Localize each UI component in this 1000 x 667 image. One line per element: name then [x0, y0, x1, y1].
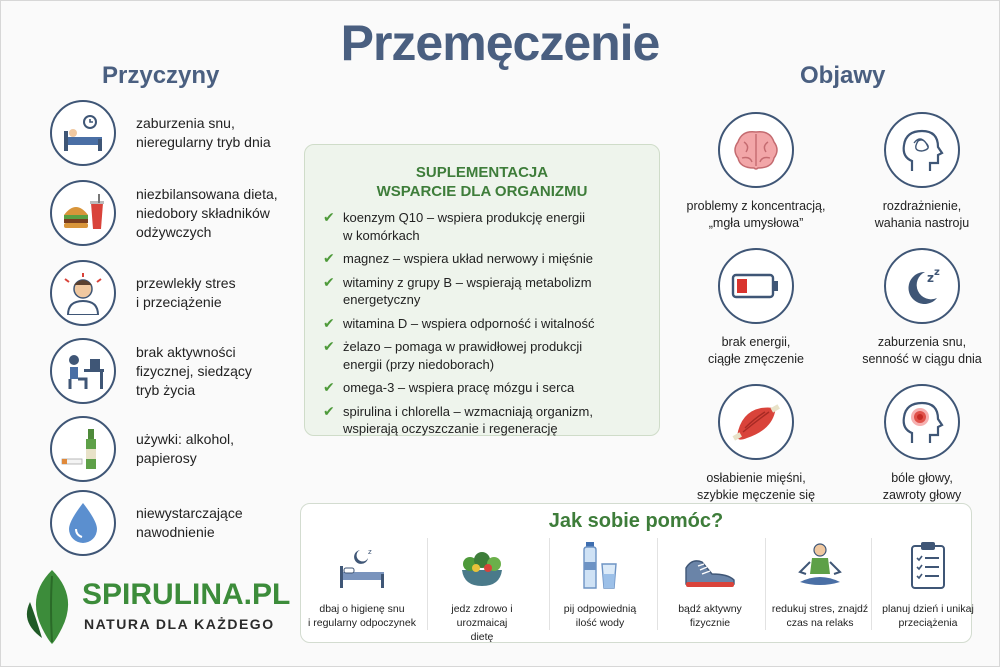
brand-tagline: NATURA DLA KAŻDEGO	[84, 616, 275, 632]
cause-item-stimulants	[50, 414, 300, 484]
check-icon: ✔	[323, 338, 335, 354]
symptom-text: osłabienie mięśni, szybkie męczenie się	[696, 471, 816, 502]
causes-heading: Przyczyny	[102, 62, 220, 89]
supplement-item: ✔ magnez – wspiera układ nerwowy i mięśnie	[323, 250, 594, 266]
meditation-icon	[765, 538, 875, 590]
symptom-item-irritability	[842, 112, 1000, 232]
cause-text: używki: alkohol, papierosy	[136, 431, 235, 466]
svg-text:z: z	[368, 548, 372, 556]
check-icon: ✔	[323, 314, 335, 331]
cause-text: przewlekły stres i przeciążenie	[136, 275, 236, 310]
cause-text: niewystarczające nawodnienie	[136, 505, 243, 540]
supplement-item: ✔ witamina D – wspiera odporność i witalność	[323, 314, 595, 331]
supplement-item: ✔ spirulina i chlorella – wzmacniają organizm, wspierają oczyszczanie i regenerację	[323, 402, 593, 436]
symptom-text: bóle głowy, zawroty głowy	[882, 471, 962, 502]
water-bottle-glass-icon	[545, 538, 655, 590]
tip-text: planuj dzień i unikaj przeciążenia	[882, 603, 974, 629]
check-icon: ✔	[323, 379, 335, 395]
leaf-logo-icon	[22, 566, 82, 646]
symptom-item-concentration	[676, 112, 836, 232]
headache-icon	[884, 384, 960, 460]
brand-logo	[22, 566, 292, 646]
sneaker-icon	[655, 538, 765, 590]
cause-text: zaburzenia snu, nieregularny tryb dnia	[136, 115, 271, 150]
cause-item-inactivity	[50, 336, 300, 406]
desk-worker-icon	[50, 338, 116, 404]
tangled-head-icon	[884, 112, 960, 188]
check-icon: ✔	[323, 402, 335, 419]
symptom-item-sleepiness	[842, 248, 1000, 368]
tip-text: dbaj o higienę snu i regularny odpoczynek	[308, 603, 416, 629]
brand-name: SPIRULINA.PL	[82, 578, 291, 611]
clipboard-checklist-icon	[873, 538, 983, 590]
cause-text: brak aktywności fizycznej, siedzący tryb życia	[136, 343, 252, 398]
svg-text:z: z	[927, 271, 934, 285]
symptom-item-low-energy	[676, 248, 836, 368]
brain-icon	[718, 112, 794, 188]
symptoms-heading: Objawy	[800, 62, 886, 89]
tip-item-water	[545, 538, 655, 630]
check-icon: ✔	[323, 209, 335, 225]
tip-item-diet	[427, 538, 537, 644]
moon-zz-icon	[884, 248, 960, 324]
symptom-item-muscle-weakness	[676, 384, 836, 504]
supplement-item: ✔ koenzym Q10 – wspiera produkcję energii w komórkach	[323, 209, 586, 243]
tip-text: pij odpowiednią ilość wody	[563, 603, 637, 629]
bed-clock-icon	[50, 100, 116, 166]
symptom-text: zaburzenia snu, senność w ciągu dnia	[862, 335, 982, 366]
help-title: Jak sobie pomóc?	[548, 510, 724, 532]
check-icon: ✔	[323, 250, 335, 266]
stressed-person-icon	[50, 260, 116, 326]
symptom-text: brak energii, ciągłe zmęczenie	[708, 335, 804, 366]
help-box	[300, 503, 972, 643]
tip-text: jedz zdrowo i urozmaicaj dietę	[451, 603, 513, 643]
symptom-item-headache	[842, 384, 1000, 504]
svg-text:z: z	[934, 267, 940, 278]
cause-text: niezbilansowana dieta, niedobory składników odżywczych	[136, 185, 278, 240]
supplement-item: ✔ żelazo – pomaga w prawidłowej produkcji energii (przy niedoborach)	[323, 338, 583, 372]
tip-divider	[871, 538, 872, 630]
supplement-item: ✔ witaminy z grupy B – wspierają metabolizm energetyczny	[323, 273, 592, 307]
cause-item-diet	[50, 178, 300, 248]
tip-item-activity	[655, 538, 765, 630]
cause-item-hydration	[50, 488, 300, 558]
supplement-item: ✔ omega-3 – wspiera pracę mózgu i serca	[323, 379, 575, 395]
muscle-icon	[718, 384, 794, 460]
low-battery-icon	[718, 248, 794, 324]
check-icon: ✔	[323, 273, 335, 290]
cause-item-sleep	[50, 98, 300, 168]
bottle-cigarette-icon	[50, 416, 116, 482]
tip-item-sleep	[307, 538, 417, 630]
tip-item-relax	[765, 538, 875, 630]
tip-text: redukuj stres, znajdź czas na relaks	[771, 603, 869, 629]
fast-food-icon	[50, 180, 116, 246]
tip-item-planning	[873, 538, 983, 630]
symptom-text: rozdrażnienie, wahania nastroju	[874, 199, 970, 230]
cause-item-stress	[50, 258, 300, 328]
salad-bowl-icon	[427, 538, 537, 590]
water-drop-icon	[50, 490, 116, 556]
tip-text: bądź aktywny fizycznie	[678, 603, 742, 629]
supplementation-box	[304, 144, 660, 436]
symptom-text: problemy z koncentracją, „mgła umysłowa”	[686, 199, 826, 230]
sleep-bed-icon	[307, 538, 417, 590]
page-title: Przemęczenie	[340, 15, 660, 71]
supplementation-title: SUPLEMENTACJA WSPARCIE DLA ORGANIZMU	[376, 164, 588, 200]
